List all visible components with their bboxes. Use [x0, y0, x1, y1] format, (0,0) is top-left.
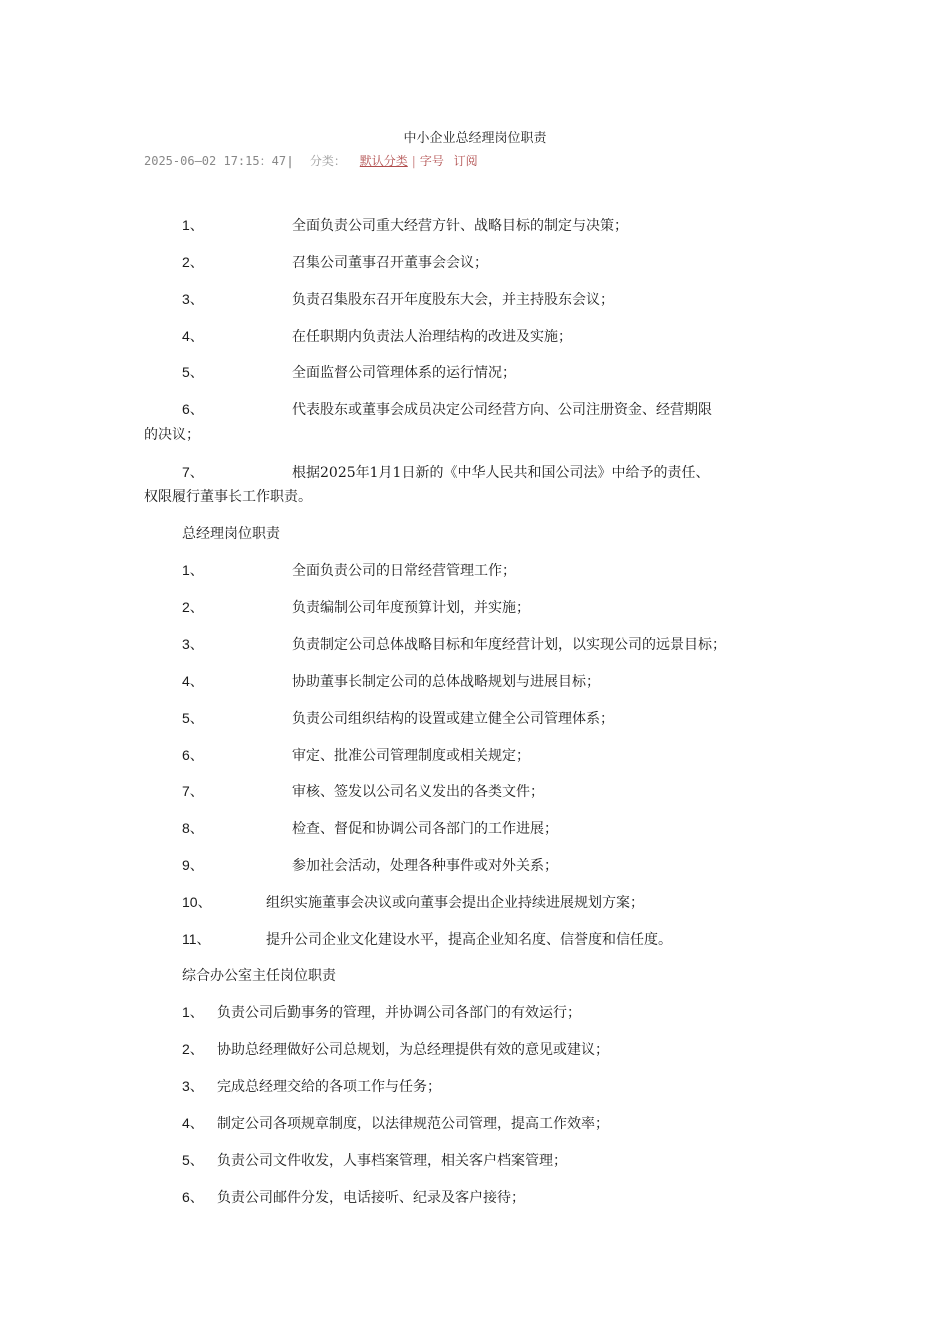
- list-item-text: 协助总经理做好公司总规划，为总经理提供有效的意见或建议；: [217, 1042, 609, 1058]
- list-item-text: 协助董事长制定公司的总体战略规划与进展目标；: [292, 674, 600, 690]
- list-item-text: 完成总经理交给的各项工作与任务；: [217, 1079, 441, 1095]
- list-item-text: 负责制定公司总体战略目标和年度经营计划，以实现公司的远景目标；: [292, 637, 726, 653]
- category-link[interactable]: 默认分类: [359, 154, 408, 168]
- list-item-text: 全面监督公司管理体系的运行情况；: [292, 365, 516, 381]
- list-item-text: 审核、签发以公司名义发出的各类文件；: [292, 784, 544, 800]
- list-item-text: 在任职期内负责法人治理结构的改进及实施；: [292, 329, 572, 345]
- subscribe-link[interactable]: 订阅: [453, 154, 478, 168]
- list-item-text: 召集公司董事召开董事会会议；: [292, 255, 488, 271]
- list-item-text: 负责公司后勤事务的管理，并协调公司各部门的有效运行；: [217, 1005, 581, 1021]
- list-item-number: 4、: [182, 673, 204, 689]
- section-heading-gm: 总经理岗位职责: [182, 526, 280, 542]
- list-item-number: 2、: [182, 254, 204, 270]
- post-date: 2025-06—02 17:15：47: [144, 154, 287, 168]
- list-item-text: 参加社会活动，处理各种事件或对外关系；: [292, 858, 558, 874]
- list-item-text: 提升公司企业文化建设水平，提高企业知名度、信誉度和信任度。: [266, 932, 672, 948]
- list-item-text: 全面负责公司的日常经营管理工作；: [292, 563, 516, 579]
- list-item-continuation: 权限履行董事长工作职责。: [144, 489, 312, 505]
- list-item-text: 负责编制公司年度预算计划，并实施；: [292, 600, 530, 616]
- list-item-number: 8、: [182, 820, 204, 836]
- list-item-number: 1、: [182, 1004, 204, 1020]
- list-item-number: 1、: [182, 217, 204, 233]
- list-item-text: 组织实施董事会决议或向董事会提出企业持续进展规划方案；: [266, 895, 644, 911]
- list-item-text: 负责公司邮件分发，电话接听、纪录及客户接待；: [217, 1190, 525, 1206]
- list-item-number: 6、: [182, 401, 204, 417]
- list-item-text: 根据2025年1月1日新的《中华人民共和国公司法》中给予的责任、: [292, 465, 710, 481]
- list-item-number: 6、: [182, 747, 204, 763]
- font-size-control[interactable]: 字号: [419, 154, 444, 168]
- list-item-number: 11、: [182, 931, 211, 947]
- list-item-text: 负责召集股东召开年度股东大会，并主持股东会议；: [292, 292, 614, 308]
- section-heading-office: 综合办公室主任岗位职责: [182, 968, 336, 984]
- list-item-number: 9、: [182, 857, 204, 873]
- list-item-number: 6、: [182, 1189, 204, 1205]
- list-item-text: 代表股东或董事会成员决定公司经营方向、公司注册资金、经营期限: [292, 402, 712, 418]
- list-item-text: 检查、督促和协调公司各部门的工作进展；: [292, 821, 558, 837]
- list-item-number: 5、: [182, 1152, 204, 1168]
- post-meta: [144, 152, 478, 169]
- list-item-number: 10、: [182, 894, 212, 910]
- category-label: 分类：: [309, 154, 346, 168]
- list-item-number: 5、: [182, 364, 204, 380]
- list-item-number: 4、: [182, 328, 204, 344]
- list-item-number: 1、: [182, 562, 204, 578]
- list-item-number: 3、: [182, 1078, 204, 1094]
- meta-separator: |: [288, 154, 293, 168]
- list-item-text: 审定、批准公司管理制度或相关规定；: [292, 748, 530, 764]
- list-item-number: 4、: [182, 1115, 204, 1131]
- page-title: 中小企业总经理岗位职责: [403, 131, 547, 146]
- meta-divider: |: [411, 154, 416, 168]
- list-item-text: 负责公司组织结构的设置或建立健全公司管理体系；: [292, 711, 614, 727]
- list-item-text: 负责公司文件收发，人事档案管理，相关客户档案管理；: [217, 1153, 567, 1169]
- list-item-number: 3、: [182, 291, 204, 307]
- list-item-continuation: 的决议；: [144, 427, 200, 443]
- list-item-number: 7、: [182, 464, 204, 480]
- list-item-text: 制定公司各项规章制度，以法律规范公司管理，提高工作效率；: [217, 1116, 609, 1132]
- list-item-number: 3、: [182, 636, 204, 652]
- list-item-number: 5、: [182, 710, 204, 726]
- list-item-number: 2、: [182, 599, 204, 615]
- list-item-text: 全面负责公司重大经营方针、战略目标的制定与决策；: [292, 218, 628, 234]
- list-item-number: 7、: [182, 783, 204, 799]
- list-item-number: 2、: [182, 1041, 204, 1057]
